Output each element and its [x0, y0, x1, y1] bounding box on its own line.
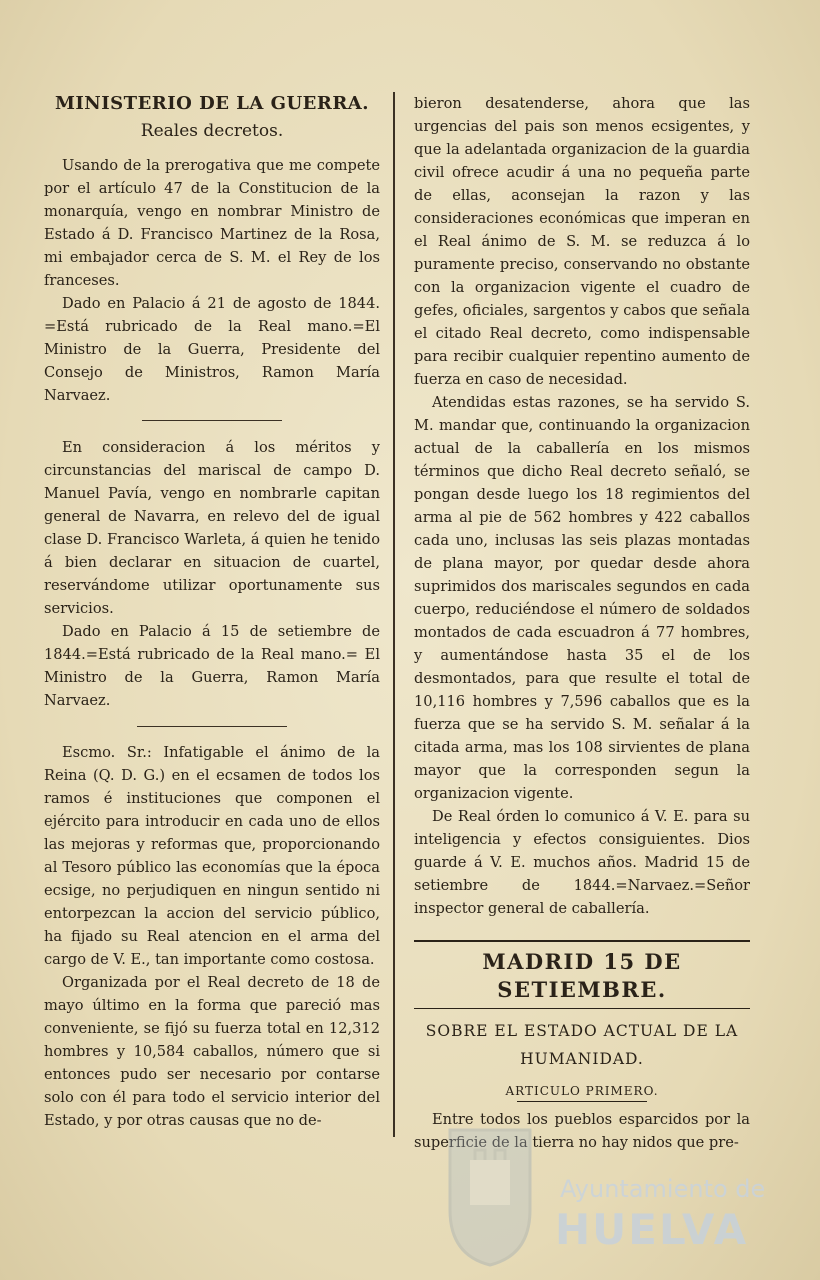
watermark-line1: Ayuntamiento de [560, 1175, 766, 1203]
section-rule [137, 726, 287, 727]
madrid-dateline-heading: MADRID 15 DE SETIEMBRE. [414, 940, 750, 1009]
ministry-heading: MINISTERIO DE LA GUERRA. [54, 93, 370, 114]
decree1-signature: Dado en Palacio á 21 de agosto de 1844. =Está rubricado de la Real mano.=El Ministro de la Guerra, Presidente del Consejo de Ministros, Ramon María Narvaez. [44, 295, 380, 404]
letter-paragraph-3: bieron desatenderse, ahora que las urgencias del pais son menos ecsigentes, y que la adelantada organizacion de la guardia civil ofrece acudir á una no pequeña parte de ellas, aconsejan la razon y las consideraciones económicas que imperan en el Real ánimo de S. M. se reduzca á lo puramente preciso, conservando no obstante con la organizacion vigente el cuadro de gefes, oficiales, sargentos y cabos que señala el citado Real decreto, como indispensable para recibir cualquier repentino aumento de fuerza en caso de necesidad. [414, 95, 750, 388]
article-rule [517, 1101, 647, 1102]
article-title-line1: SOBRE EL ESTADO ACTUAL DE LA [425, 1022, 739, 1040]
letter-paragraph-2: Organizada por el Real decreto de 18 de mayo último en la forma que pareció mas conveniente, se fijó su fuerza total en 12,312 hombres y 10,584 caballos, número que si entonces pudo ser necesario por contarse solo con él para todo el servicio interior del Estado, y por otras causas que no de- [44, 974, 380, 1129]
decrees-subheading: Reales decretos. [140, 121, 284, 141]
article-label: ARTICULO PRIMERO. [505, 1084, 659, 1098]
decree2-signature: Dado en Palacio á 15 de setiembre de 1844.=Está rubricado de la Real mano.= El Ministro de la Guerra, Ramon María Narvaez. [44, 623, 380, 709]
watermark-line2: HUELVA [555, 1205, 749, 1254]
left-column [44, 92, 380, 1132]
decree1-body: Usando de la prerogativa que me compete por el artículo 47 de la Constitucion de la monarquía, vengo en nombrar Ministro de Estado á D. Francisco Martinez de la Rosa, mi embajador cerca de S. M. el Rey de los franceses. [44, 157, 380, 289]
letter-paragraph-4: Atendidas estas razones, se ha servido S. M. mandar que, continuando la organizacion actual de la caballería en los mismos términos que dicho Real decreto señaló, se pongan desde luego los 18 regimientos del arma al pie de 562 hombres y 422 caballos cada uno, inclusas las seis plazas montadas de plana mayor, por quedar desde ahora suprimidos dos mariscales segundos en cada cuerpo, reduciéndose el número de soldados montados de cada escuadron á 77 hombres, y aumentándose hasta 35 el de los desmontados, para que resulte el total de 10,116 hombres y 7,596 caballos que es la fuerza que se ha servido S. M. señalar á la citada arma, mas los 108 sirvientes de plana mayor que la corresponden segun la organizacion vigente. [414, 394, 750, 802]
decree2-body: En consideracion á los méritos y circunstancias del mariscal de campo D. Manuel Pavía, vengo en nombrarle capitan general de Navarra, en relevo del de igual clase D. Francisco Warleta, á quien he tenido á bien declarar en situacion de cuartel, reservándome utilizar oportunamente sus servicios. [44, 439, 380, 617]
article-title-line2: HUMANIDAD. [520, 1050, 644, 1068]
section-rule [142, 420, 282, 421]
column-divider [393, 92, 395, 1137]
city-shield-watermark-icon [440, 1120, 540, 1270]
article-paragraph-1: Entre todos los pueblos esparcidos por la superficie de la tierra no hay nidos que pre- [414, 1111, 750, 1151]
letter-paragraph-1: Escmo. Sr.: Infatigable el ánimo de la Reina (Q. D. G.) en el ecsamen de todos los ramos é instituciones que componen el ejército para introducir en cada uno de ellos las mejoras y reformas que, proporcionando al Tesoro público las economías que la época ecsige, no perjudiquen en ningun sentido ni entorpezcan la accion del servicio público, ha fijado su Real atencion en el arma del cargo de V. E., tan importante como costosa. [44, 744, 380, 968]
right-column [414, 92, 750, 1154]
letter-paragraph-5: De Real órden lo comunico á V. E. para su inteligencia y efectos consiguientes. Dios guarde á V. E. muchos años. Madrid 15 de setiembre de 1844.=Narvaez.=Señor inspector general de caballería. [414, 808, 750, 917]
